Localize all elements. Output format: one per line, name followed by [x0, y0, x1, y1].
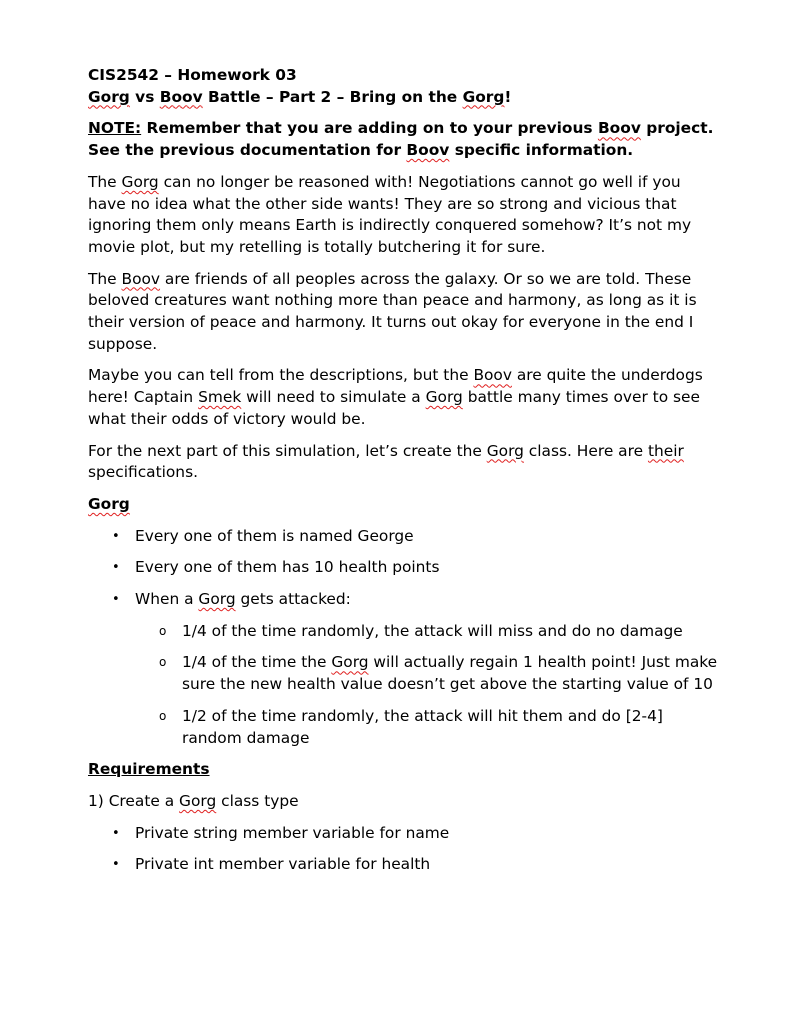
- list-item-text: Private int member variable for health: [135, 855, 431, 874]
- note-label: NOTE:: [88, 119, 142, 138]
- list-item-text: gets attacked:: [235, 590, 351, 609]
- circle-bullet-icon: o: [159, 623, 167, 638]
- sub-list-item: [135, 706, 718, 749]
- requirement-text: 1) Create a: [88, 791, 180, 810]
- requirements-heading-text: Requirements: [88, 760, 210, 779]
- gorg-heading-text: Gorg: [88, 494, 130, 513]
- note-word-boov: Boov: [597, 119, 641, 138]
- document-content: [88, 65, 718, 876]
- spell-word-gorg: Gorg: [486, 441, 524, 460]
- spell-word-gorg: Gorg: [121, 172, 159, 191]
- attack-outcome-list: [135, 621, 718, 750]
- bullet-icon: •: [112, 528, 120, 544]
- spell-word-gorg: Gorg: [331, 653, 369, 672]
- assignment-title: [88, 87, 718, 109]
- circle-bullet-icon: o: [159, 708, 167, 723]
- title-word-gorg: Gorg: [462, 87, 505, 106]
- sub-list-item-text: 1/2 of the time randomly, the attack will hit them and do [2-4] random damage: [182, 706, 663, 747]
- list-item-text: Private string member variable for name: [135, 823, 450, 842]
- paragraph-text: are friends of all peoples across the galaxy. Or so we are told. These beloved creatures want nothing more than peace and harmony, as long as it is their version of peace and harmony. It turns out okay for everyone in the end I suppose.: [88, 269, 697, 353]
- spell-word-their: their: [647, 441, 684, 460]
- requirement-step-1: [88, 791, 718, 813]
- list-item: [88, 589, 718, 749]
- bullet-icon: •: [112, 857, 120, 873]
- requirements-heading: [88, 759, 718, 781]
- paragraph-text: specifications.: [88, 463, 198, 482]
- paragraph-text: For the next part of this simulation, let’s create the: [88, 441, 487, 460]
- paragraph-text: The: [88, 269, 122, 288]
- list-item: [88, 557, 718, 579]
- note-paragraph: [88, 118, 718, 161]
- bullet-icon: •: [112, 592, 120, 608]
- title-text: Battle – Part 2 – Bring on the: [202, 87, 463, 106]
- spell-word-gorg: Gorg: [425, 388, 463, 407]
- spell-word-boov: Boov: [121, 269, 161, 288]
- list-item-text: Every one of them has 10 health points: [135, 558, 440, 577]
- spell-word-gorg: Gorg: [179, 791, 217, 810]
- sub-list-item: [135, 652, 718, 695]
- note-text: project. See the previous documentation for: [88, 119, 714, 160]
- paragraph-text: will need to simulate a: [241, 388, 426, 407]
- course-title: [88, 65, 718, 87]
- circle-bullet-icon: o: [159, 655, 167, 670]
- spell-word-smek: Smek: [198, 388, 242, 407]
- sub-list-item-text: 1/4 of the time the: [182, 653, 332, 672]
- course-title-text: CIS2542 – Homework 03: [88, 66, 297, 84]
- paragraph-next-part: [88, 441, 718, 484]
- list-item-text: Every one of them is named George: [135, 526, 414, 545]
- bullet-icon: •: [112, 560, 120, 576]
- spell-word-boov: Boov: [473, 366, 512, 385]
- paragraph-text: are quite the underdogs here! Captain: [88, 366, 703, 407]
- list-item: [88, 526, 718, 548]
- list-item: [88, 854, 718, 876]
- title-word-boov: Boov: [159, 87, 203, 106]
- title-text: vs: [129, 87, 160, 106]
- paragraph-underdogs: [88, 365, 718, 430]
- sub-list-item: [135, 621, 718, 643]
- paragraph-text: The: [88, 172, 122, 191]
- paragraph-text: class. Here are: [523, 441, 648, 460]
- paragraph-text: can no longer be reasoned with! Negotiations cannot go well if you have no idea what the other side wants! They are so strong and vicious that ignoring them only means Earth is indirectly conquered somehow? It’s not my movie plot, but my retelling is totally butchering it for sure.: [88, 172, 692, 256]
- gorg-heading: [88, 494, 718, 516]
- sub-list-item-text: 1/4 of the time randomly, the attack will miss and do no damage: [182, 621, 683, 640]
- note-text: Remember that you are adding on to your previous: [141, 119, 598, 138]
- title-word-gorg: Gorg: [88, 87, 130, 106]
- note-text: specific information.: [449, 141, 634, 160]
- bullet-icon: •: [112, 825, 120, 841]
- paragraph-gorg-intro: [88, 172, 718, 259]
- title-text: !: [504, 87, 512, 106]
- paragraph-boov-intro: [88, 269, 718, 356]
- gorg-spec-list: [88, 526, 718, 750]
- paragraph-text: battle many times over to see what their odds of victory would be.: [88, 388, 700, 428]
- note-word-boov: Boov: [406, 141, 450, 160]
- sub-list-item-text: will actually regain 1 health point! Just make sure the new health value doesn’t get above the starting value of 10: [182, 653, 718, 694]
- requirement-text: class type: [216, 791, 299, 810]
- list-item: [88, 823, 718, 845]
- list-item-text: When a: [135, 590, 199, 609]
- paragraph-text: Maybe you can tell from the descriptions, but the: [88, 366, 474, 385]
- spell-word-gorg: Gorg: [198, 590, 236, 609]
- requirement-list: [88, 823, 718, 876]
